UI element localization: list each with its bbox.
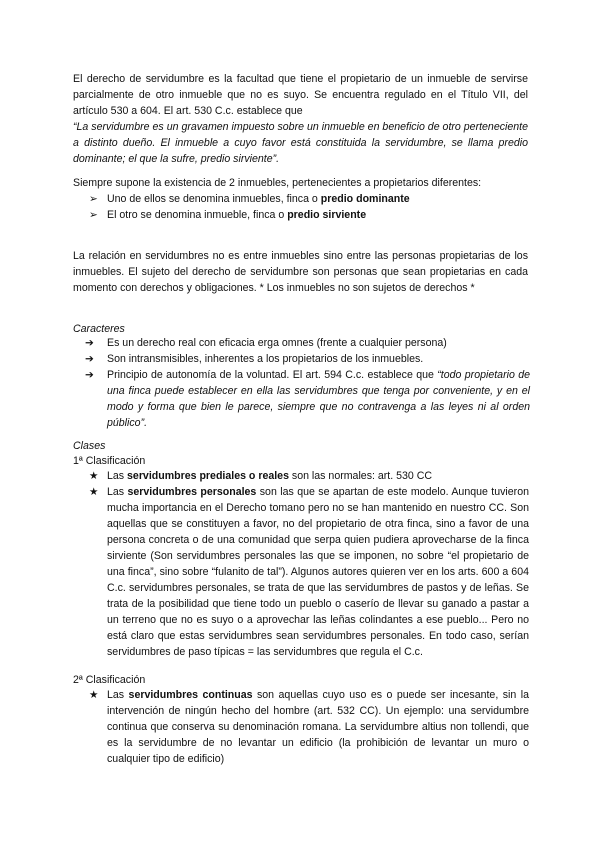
item-pre: Las xyxy=(107,689,129,701)
list-item-text: El otro se denomina inmueble, finca o xyxy=(107,209,288,221)
item-bold: servidumbres prediales o reales xyxy=(127,470,289,482)
arrow-right-icon: ➔ xyxy=(85,353,94,365)
clases-heading: Clases xyxy=(73,440,106,452)
second-classification-title: 2ª Clasificación xyxy=(73,674,146,686)
item-pre: Las xyxy=(107,486,128,498)
classification-item-text xyxy=(107,484,529,660)
list-item-predio-sirviente xyxy=(89,207,529,223)
item-rest: son aquellas cuyo uso es o puede ser incesante, sin la intervención de ningún hecho del hombre (art. 532 CC). Un ejemplo: una servidumbre continua que conserva su denominación romana. La servidumbre altius non tollendi, que es la servidumbre de no levantar un edificio (la prohibición de levantar un muro o cualquier tipo de edificio) xyxy=(107,689,529,765)
classification-item-text xyxy=(107,468,529,484)
item-bold: servidumbres personales xyxy=(127,486,257,498)
star-bullet-icon: ★ xyxy=(89,470,99,482)
item-rest: son las normales: art. 530 CC xyxy=(288,470,433,482)
intro-paragraph xyxy=(73,71,528,167)
first-classification-title: 1ª Clasificación xyxy=(73,455,146,467)
item-pre: Las xyxy=(107,470,128,482)
star-bullet-icon: ★ xyxy=(89,486,99,498)
intro-text: El derecho de servidumbre es la facultad que tiene el propietario de un inmueble de servirse parcialmente de otro inmueble que no es suyo. Se encuentra regulado en el Título VII, del artículo 530 a 604. El art. 530 C.c. establece que xyxy=(73,73,528,117)
caracteres-heading: Caracteres xyxy=(73,323,125,335)
caracteres-item-quote: “todo propietario de una finca puede establecer en ella las servidumbres que tenga por conveniente, y en el modo y forma que bien le parece, siempre que no contravenga a las leyes ni al orden público”. xyxy=(107,369,531,429)
list-item-bold: predio sirviente xyxy=(287,209,367,221)
caracteres-item-text xyxy=(107,367,530,431)
classification-item-text xyxy=(107,687,529,767)
list-item-predio-dominante xyxy=(89,191,529,207)
relation-paragraph: La relación en servidumbres no es entre inmuebles sino entre las personas propietarias de los inmuebles. El sujeto del derecho de servidumbre son personas que sean propietarias en cada momento con derechos y obligaciones. * Los inmuebles no son sujetos de derechos * xyxy=(73,250,528,294)
arrow-right-icon: ➔ xyxy=(85,369,94,381)
item-rest: son las que se apartan de este modelo. Aunque tuvieron mucha importancia en el Derecho tomano pero no se han mantenido en nuestro CC. Son aquellas que se constituyen a favor, no del propietario de otra finca, sino a favor de una persona concreta o de una comunidad que serpa quien pudiera aprovecharse de la finca sirviente (Son servidumbres personales las que se imponen, no sobre “el propietario de una finca”, sino sobre “fulanito de tal”). Algunos autores quieren ver en los arts. 600 a 604 C.c. servidumbres personales, se trata de que las servidumbres de pastos y de leñas. Se trata de la posibilidad que tiene todo un pueblo o caserío de llevar su ganado a pastar a un terreno que no es suyo o a aprovechar las leñas colindantes a ese pueblo... Pero no está claro que estas servidumbres sean servidumbres personales. En todo caso, serían servidumbres de paso típicas = las servidumbres que regula el C.c. xyxy=(107,486,529,658)
caracteres-item-plain: Principio de autonomía de la voluntad. El art. 594 C.c. establece que xyxy=(107,369,438,381)
arrow-bullet-icon: ➢ xyxy=(89,193,98,205)
arrow-bullet-icon: ➢ xyxy=(89,209,98,221)
item-bold: servidumbres continuas xyxy=(128,689,253,701)
caracteres-item-text: Son intransmisibles, inherentes a los propietarios de los inmuebles. xyxy=(107,353,424,365)
caracteres-item-text: Es un derecho real con eficacia erga omnes (frente a cualquier persona) xyxy=(107,337,447,349)
two-properties-text: Siempre supone la existencia de 2 inmuebles, pertenecientes a propietarios diferentes: xyxy=(73,177,482,189)
list-item-text: Uno de ellos se denomina inmuebles, finca o xyxy=(107,193,321,205)
intro-quote: “La servidumbre es un gravamen impuesto sobre un inmueble en beneficio de otro perteneciente a distinto dueño. El inmueble a cuyo favor está constituida la servidumbre, se llama predio dominante; el que la sufre, predio sirviente”. xyxy=(73,121,528,165)
star-bullet-icon: ★ xyxy=(89,689,99,701)
list-item-bold: predio dominante xyxy=(320,193,410,205)
arrow-right-icon: ➔ xyxy=(85,337,94,349)
